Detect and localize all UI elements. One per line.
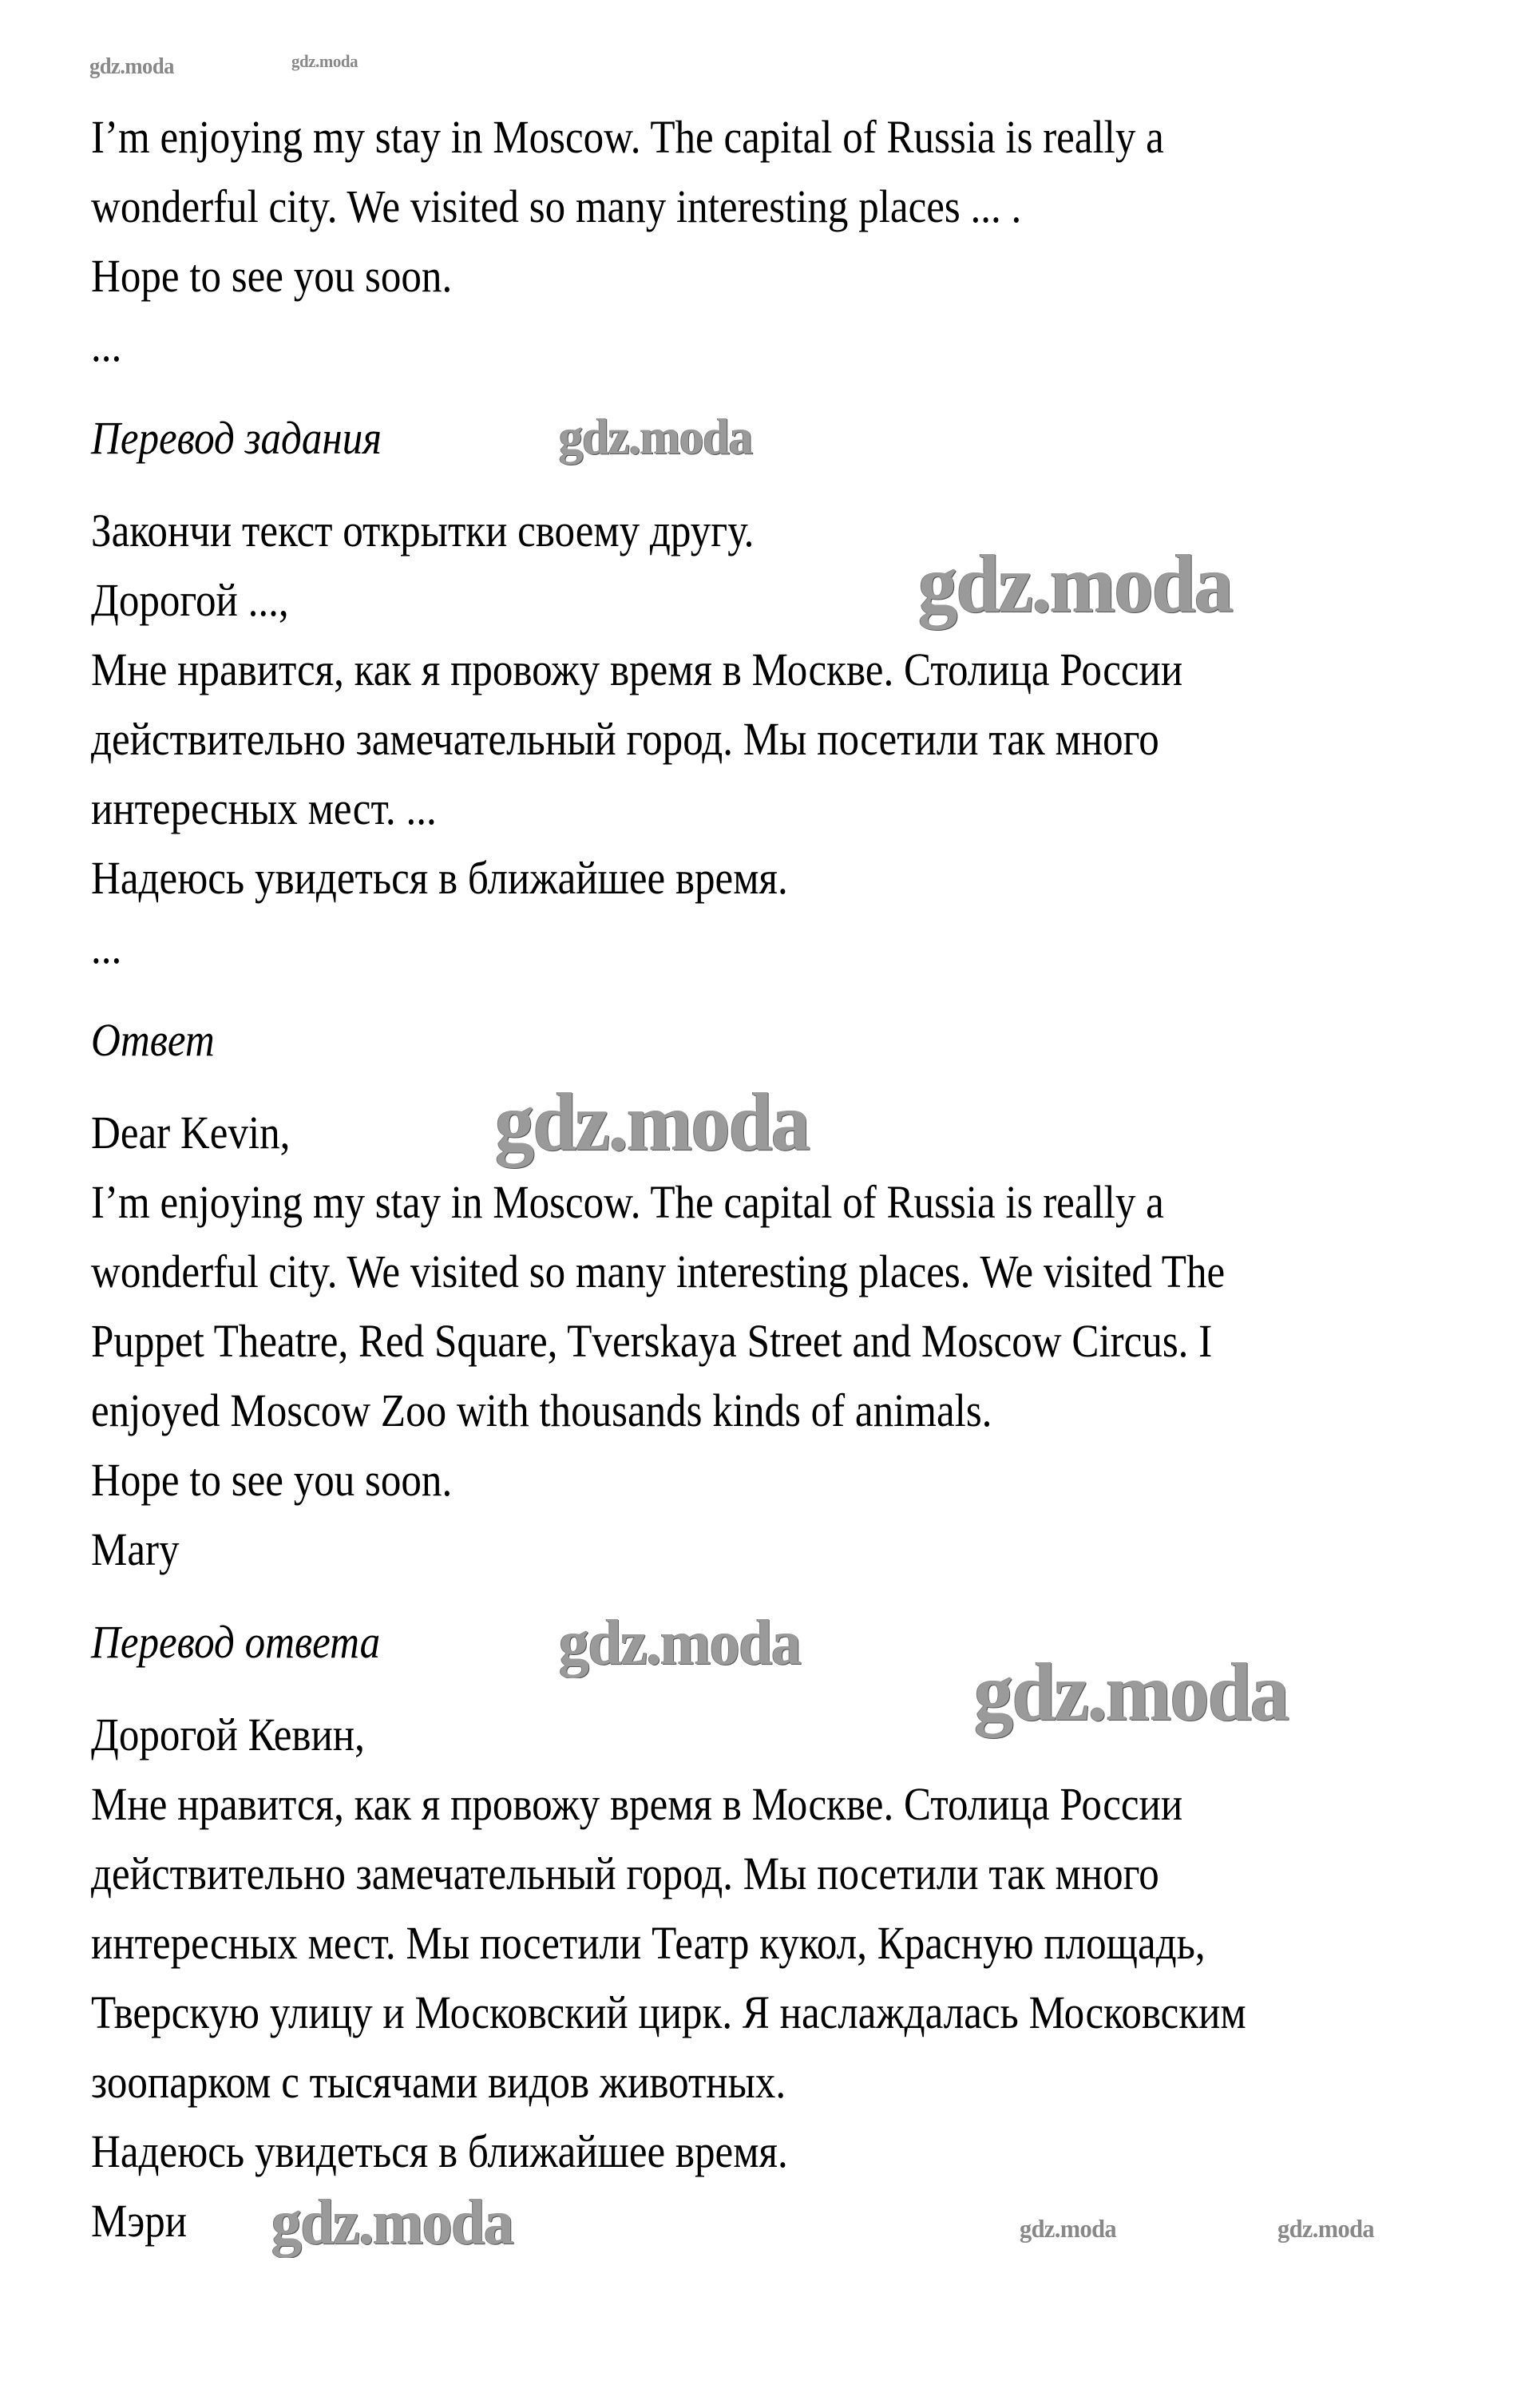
watermark: gdz.moda	[495, 1076, 810, 1168]
text-line: действительно замечательный город. Мы посетили так много	[91, 713, 1159, 765]
text-line: Hope to see you soon.	[91, 250, 453, 302]
section-heading: Ответ	[91, 1014, 215, 1066]
text-line: Дорогой Кевин,	[91, 1709, 365, 1760]
text-line: Мне нравится, как я провожу время в Москве. Столица России	[91, 644, 1183, 695]
watermark: gdz.moda	[89, 54, 174, 79]
text-line: зоопарком с тысячами видов животных.	[91, 2056, 786, 2108]
watermark: gdz.moda	[291, 51, 358, 71]
watermark: gdz.moda	[271, 2188, 513, 2258]
task-tail-section	[91, 102, 1496, 380]
text-line: Мэри	[91, 2195, 188, 2247]
text-line: ...	[91, 319, 122, 371]
text-line: интересных мест. Мы посетили Театр кукол, Красную площадь,	[91, 1917, 1206, 1969]
text-line: enjoyed Moscow Zoo with thousands kinds of animals.	[91, 1384, 992, 1436]
section-heading: Перевод задания	[91, 412, 382, 464]
task-translation-section	[91, 403, 1496, 982]
text-line: Мне нравится, как я провожу время в Москве. Столица России	[91, 1778, 1183, 1830]
document-page	[91, 102, 1496, 2256]
text-line: Hope to see you soon.	[91, 1454, 453, 1506]
text-line: wonderful city. We visited so many interesting places. We visited The	[91, 1246, 1226, 1297]
text-line: Mary	[91, 1523, 180, 1575]
text-line: Надеюсь увидеться в ближайшее время.	[91, 852, 788, 904]
text-line: действительно замечательный город. Мы посетили так много	[91, 1848, 1159, 1899]
watermark: gdz.moda	[974, 1646, 1289, 1738]
text-line: ...	[91, 921, 122, 973]
text-line: Тверскую улицу и Московский цирк. Я наслаждалась Московским	[91, 1986, 1246, 2038]
text-line: wonderful city. We visited so many interesting places ... .	[91, 180, 1022, 232]
text-line: Надеюсь увидеться в ближайшее время.	[91, 2125, 788, 2177]
watermark: gdz.moda	[918, 538, 1233, 630]
text-line: Dear Kevin,	[91, 1107, 291, 1158]
section-heading: Перевод ответа	[91, 1616, 381, 1668]
text-line: Дорогой ...,	[91, 574, 289, 626]
text-line: I’m enjoying my stay in Moscow. The capital of Russia is really a	[91, 111, 1164, 163]
text-line: Закончи текст открытки своему другу.	[91, 505, 755, 556]
text-line: интересных мест. ...	[91, 782, 437, 834]
text-line: I’m enjoying my stay in Moscow. The capital of Russia is really a	[91, 1176, 1164, 1228]
text-line: Puppet Theatre, Red Square, Tverskaya Street and Moscow Circus. I	[91, 1315, 1213, 1367]
watermark: gdz.moda	[1277, 2214, 1374, 2243]
watermark: gdz.moda	[559, 408, 752, 465]
watermark: gdz.moda	[1020, 2214, 1116, 2243]
watermark: gdz.moda	[559, 1608, 801, 1678]
